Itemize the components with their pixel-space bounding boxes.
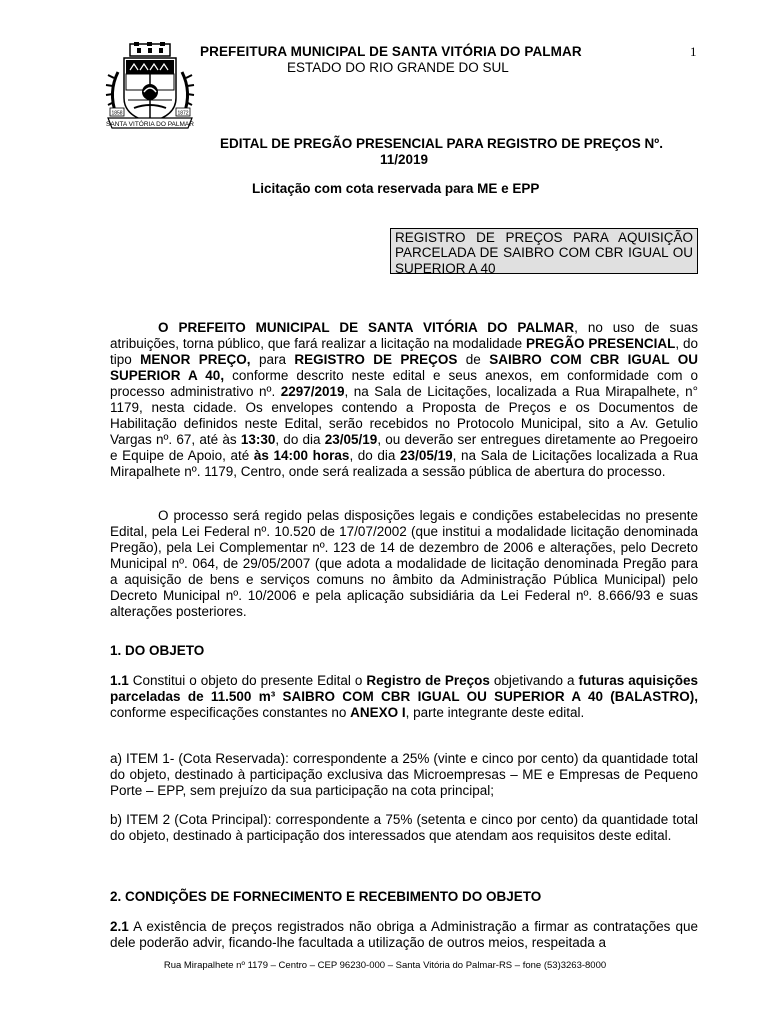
text-run: para <box>250 352 295 367</box>
intro-paragraph-2: O processo será regido pelas disposições legais e condições estabelecidas no presente Edital, pela Lei Federal nº. 10.520 de 17/07/2002 (que institui a modalidade licitação denominada Pregão), pela Lei Complementar nº. 123 de 14 de dezembro de 2006 e alterações, pelo Decreto Municipal nº. 064, de 29/05/2007 (que adota a modalidade de licitação denominada Pregão para a aquisição de bens e serviços comuns no âmbito da Administração Pública Municipal) pelo Decreto Municipal nº. 10/2006 e pela aplicação subsidiária da Lei Federal nº. 8.666/93 e suas alterações posteriores. <box>110 508 698 619</box>
text-run: 13:30 <box>240 432 276 447</box>
section-1-heading: 1. DO OBJETO <box>110 643 205 658</box>
page-number: 1 <box>690 44 697 59</box>
text-run: 2297/2019 <box>280 384 345 399</box>
section-1-item-b: b) ITEM 2 (Cota Principal): correspondente a 75% (setenta e cinco por cento) da quantidade total do objeto, destinado à participação dos interessados que atendam aos requisitos deste edital. <box>110 812 698 843</box>
text-run: futuras aquisições parceladas de 11.500 m³ SAIBRO COM CBR IGUAL OU SUPERIOR A 40 (BALASTRO), <box>110 673 698 704</box>
intro-paragraph-1 <box>110 320 698 480</box>
text-run: ANEXO I <box>350 705 406 720</box>
text-run: SAIBRO COM CBR IGUAL OU SUPERIOR A 40, <box>110 352 698 383</box>
document-subtitle: Licitação com cota reservada para ME e EPP <box>252 181 540 196</box>
text-run: , do dia <box>349 448 401 463</box>
text-run: Constitui o objeto do presente Edital o <box>128 673 367 688</box>
text-run: , na Sala de Licitações localizada a Rua Mirapalhete nº. 1179, Centro, onde será realizada a sessão pública de abertura do processo. <box>110 448 699 479</box>
text-run: de <box>457 352 490 367</box>
text-run: A existência de preços registrados não obriga a Administração a firmar as contratações que dele poderão advir, ficando-lhe facultada a utilização de outros meios, respeitada a <box>110 919 698 950</box>
section-2-paragraph-1 <box>110 919 698 951</box>
text-run: objetivando a <box>489 673 579 688</box>
object-summary-box: REGISTRO DE PREÇOS PARA AQUISIÇÃO PARCELADA DE SAIBRO COM CBR IGUAL OU SUPERIOR A 40 <box>390 228 698 274</box>
text-run: 1.1 <box>110 673 129 688</box>
crest-motto: SANTA VITÓRIA DO PALMAR <box>106 121 194 128</box>
text-run: REGISTRO DE PREÇOS <box>294 352 458 367</box>
text-run: , na Sala de Licitações, localizada a Rua Mirapalhete, n° 1179, nesta cidade. Os envelopes contendo a Proposta de Preços e os Documentos de Habilitação definidos neste Edital, serão recebidos no Protocolo Municipal, sito a Av. Getulio Vargas nº. 67, até às <box>110 384 698 447</box>
section-1-paragraph-1 <box>110 673 698 721</box>
text-run: conforme especificações constantes no <box>110 705 351 720</box>
text-run: MENOR PREÇO, <box>140 352 251 367</box>
text-run: PREGÃO PRESENCIAL <box>525 336 676 351</box>
document-title <box>220 136 700 168</box>
text-run: 23/05/19 <box>400 448 453 463</box>
section-2-heading: 2. CONDIÇÕES DE FORNECIMENTO E RECEBIMENTO DO OBJETO <box>110 889 542 904</box>
text-run: , ou deverão ser entregues diretamente ao Pregoeiro e Equipe de Apoio, até <box>110 432 698 463</box>
text-run: , no uso de suas atribuições, torna público, que fará realizar a licitação na modalidade <box>110 320 698 351</box>
text-run: , parte integrante deste edital. <box>405 705 585 720</box>
title-line-2: 11/2019 <box>380 152 429 167</box>
text-run: O PREFEITO MUNICIPAL DE SANTA VITÓRIA DO PALMAR <box>158 320 575 335</box>
crest-year-right: 1872 <box>177 110 189 117</box>
header-state: ESTADO DO RIO GRANDE DO SUL <box>287 60 509 75</box>
municipal-crest-logo <box>104 42 196 134</box>
header-municipality: PREFEITURA MUNICIPAL DE SANTA VITÓRIA DO PALMAR <box>200 44 582 59</box>
text-run: 23/05/19 <box>324 432 378 447</box>
text-run: , do dia <box>275 432 325 447</box>
text-run: às 14:00 horas <box>253 448 350 463</box>
text-run: 2.1 <box>110 919 129 934</box>
section-1-item-a: a) ITEM 1- (Cota Reservada): correspondente a 25% (vinte e cinco por cento) da quantidade total do objeto, destinado à participação exclusiva das Microempresas – ME e Empresas de Pequeno Porte – EPP, sem prejuízo da sua participação na cota principal; <box>110 751 698 798</box>
title-line-1: EDITAL DE PREGÃO PRESENCIAL PARA REGISTRO DE PREÇOS Nº. <box>220 136 663 151</box>
page-footer-address: Rua Mirapalhete nº 1179 – Centro – CEP 96230-000 – Santa Vitória do Palmar-RS – fone (53)3263-8000 <box>163 960 607 971</box>
crest-year-left: 1858 <box>111 110 123 117</box>
text-run: conforme descrito neste edital e seus anexos, em conformidade com o processo administrativo nº. <box>110 368 698 399</box>
text-run: , do tipo <box>110 336 698 367</box>
text-run: Registro de Preços <box>366 673 490 688</box>
